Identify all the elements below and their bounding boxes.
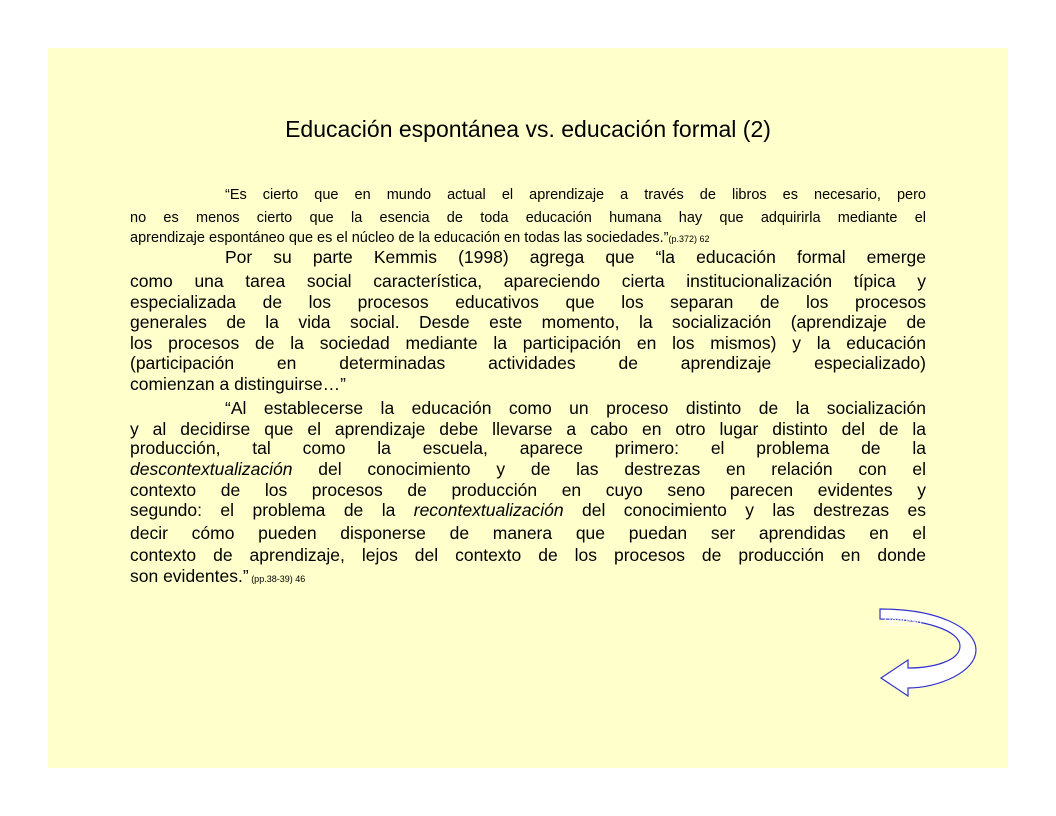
- regreso-link[interactable]: Regreso: [884, 616, 922, 627]
- emphasis-term: descontextualización: [130, 459, 293, 479]
- quote-text: aprendizaje espontáneo que es el núcleo de la educación en todas las sociedades.”: [130, 230, 669, 246]
- paragraph-text: del conocimiento y las destrezas es: [563, 500, 926, 520]
- paragraph-line: especializada de los procesos educativos que los separan de los procesos: [130, 292, 926, 312]
- paragraph-text: del conocimiento y de las destrezas en relación con el: [292, 459, 926, 479]
- paragraph-line: contexto de aprendizaje, lejos del contexto de los procesos de producción en donde: [130, 545, 926, 565]
- paragraph-line: producción, tal como la escuela, aparece primero: el problema de la: [130, 438, 926, 458]
- paragraph-line: y al decidirse que el aprendizaje debe llevarse a cabo en otro lugar distinto del de la: [130, 419, 926, 439]
- paragraph-line: (participación en determinadas actividades de aprendizaje especializado): [130, 353, 926, 373]
- quote-line: “Es cierto que en mundo actual el aprendizaje a través de libros es necesario, pero: [225, 187, 926, 203]
- emphasis-term: recontextualización: [413, 500, 564, 520]
- paragraph-line: generales de la vida social. Desde este momento, la socialización (aprendizaje de: [130, 312, 926, 332]
- paragraph-line: decir cómo pueden disponerse de manera que puedan ser aprendidas en el: [130, 523, 926, 543]
- paragraph-line: como una tarea social característica, apareciendo cierta institucionalización típica y: [130, 271, 926, 291]
- quote-line: no es menos cierto que la esencia de toda educación humana hay que adquirirla mediante el: [130, 210, 926, 226]
- regreso-button[interactable]: [878, 606, 982, 698]
- citation: (pp.38-39) 46: [248, 574, 306, 584]
- paragraph-line: Por su parte Kemmis (1998) agrega que “la educación formal emerge: [225, 247, 926, 267]
- paragraph-text: segundo: el problema de la: [130, 500, 414, 520]
- paragraph-line: [130, 566, 926, 590]
- paragraph-line: comienzan a distinguirse…”: [130, 374, 346, 394]
- paragraph-line: contexto de los procesos de producción en cuyo seno parecen evidentes y: [130, 480, 926, 500]
- paragraph-line: “Al establecerse la educación como un proceso distinto de la socialización: [225, 398, 926, 418]
- paragraph-text: son evidentes.”: [130, 566, 249, 586]
- paragraph-line: [130, 500, 926, 521]
- citation: (p.372) 62: [668, 234, 710, 244]
- paragraph-line: los procesos de la sociedad mediante la participación en los mismos) y la educación: [130, 333, 926, 353]
- quote-line: [130, 229, 926, 248]
- paragraph-line: [130, 459, 926, 480]
- page-title: Educación espontánea vs. educación formal (2): [285, 116, 771, 142]
